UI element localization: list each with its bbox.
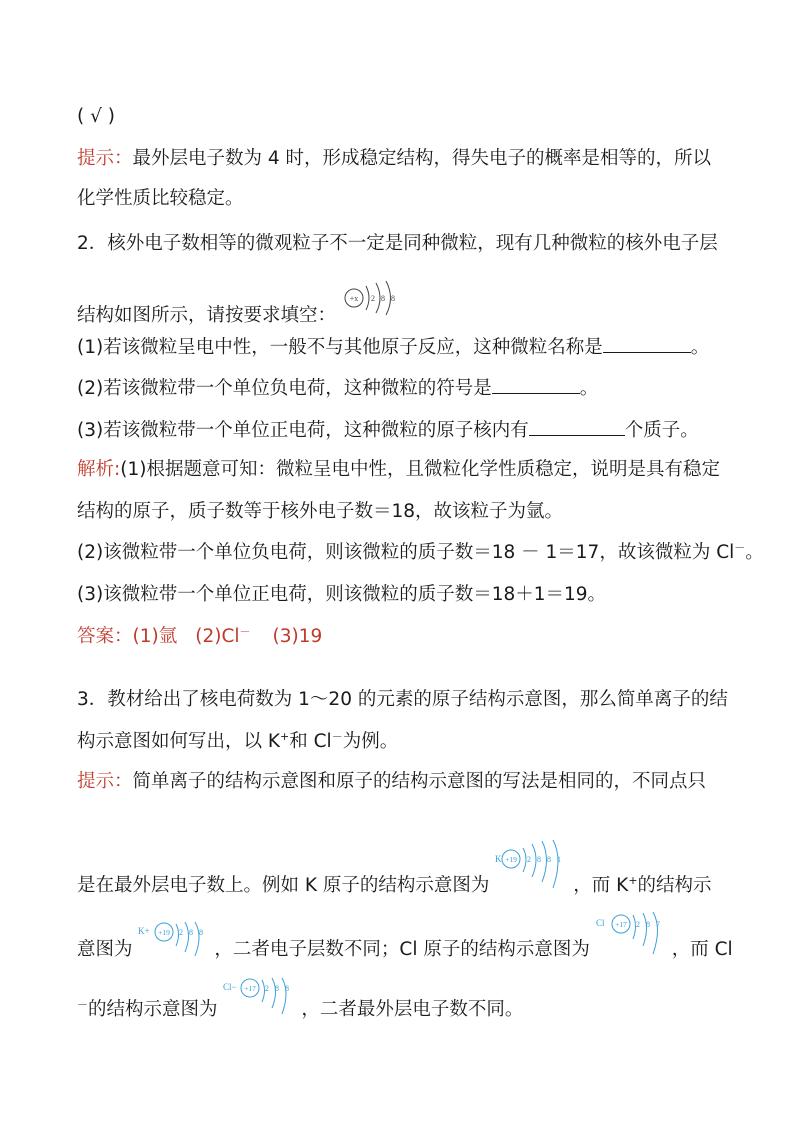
sub-2-text: (2)若该微粒带一个单位负电荷，这种微粒的符号是 — [77, 378, 492, 399]
hint-label: 提示： — [77, 148, 133, 169]
sub-1-text: (1)若该微粒呈电中性，一般不与其他原子反应，这种微粒名称是 — [77, 337, 603, 358]
stem-text: 结构如图所示，请按要求填空： — [77, 305, 337, 326]
svg-text:8: 8 — [645, 920, 650, 929]
svg-text:+19: +19 — [505, 855, 518, 864]
answer-line — [77, 625, 322, 649]
k-plus-sup: + — [628, 874, 638, 887]
hint-3-line-4 — [77, 982, 523, 1022]
hint-3-text-2c: 的结构示 — [637, 875, 712, 896]
hint-text: 最外层电子数为 4 时，形成稳定结构，得失电子的概率是相等的，所以 — [132, 148, 712, 169]
svg-text:8: 8 — [380, 294, 385, 303]
svg-text:2: 2 — [265, 984, 270, 993]
question-3-stem: 3．教材给出了核电荷数为 1～20 的元素的原子结构示意图，那么简单离子的结 — [77, 689, 728, 710]
hint-3-text-4a: 的结构示意图为 — [88, 999, 218, 1020]
answer-1: (1)氩 — [132, 626, 178, 647]
answer-label: 答案： — [77, 626, 133, 647]
analysis-label: 解析: — [77, 459, 121, 480]
hint-3-line-3 — [77, 918, 733, 962]
question-2-stem: 2．核外电子数相等的微观粒子不一定是同种微粒，现有几种微粒的核外电子层 — [77, 233, 718, 254]
answer-blank-2[interactable] — [492, 375, 580, 394]
hint-3-text-2b: ，而 K — [573, 875, 629, 896]
question-2-sub-2 — [77, 375, 598, 401]
hint-3-text-4b: ，二者最外层电子数不同。 — [301, 999, 524, 1020]
svg-text:8: 8 — [390, 294, 395, 303]
svg-text:8: 8 — [547, 855, 552, 864]
answer-3: (3)19 — [272, 626, 323, 647]
hint-3-line-1 — [77, 770, 706, 794]
atom-structure-diagram — [342, 280, 402, 316]
analysis-line-2: 结构的原子，质子数等于核外电子数＝18，故该粒子为氩。 — [77, 501, 564, 522]
svg-text:+17: +17 — [614, 920, 627, 929]
nucleus-charge: +x — [349, 294, 359, 303]
svg-text:+17: +17 — [244, 984, 257, 993]
cl-minus-sup: － — [77, 998, 88, 1011]
svg-text:2: 2 — [635, 920, 640, 929]
analysis-line-4: (3)该微粒带一个单位正电荷，则该微粒的质子数＝18＋1＝19。 — [77, 584, 607, 605]
svg-text:7: 7 — [655, 920, 660, 929]
hint-3-text-3a: 意图为 — [77, 939, 133, 960]
svg-text:Cl−: Cl− — [223, 982, 237, 992]
svg-text:K+: K+ — [138, 926, 150, 936]
hint-3-text-3c: ，而 Cl — [671, 939, 733, 960]
question-2-sub-3 — [77, 417, 699, 443]
hint-3-text-3b: ，二者电子层数不同；Cl 原子的结构示意图为 — [214, 939, 590, 960]
sub-2-end: 。 — [579, 378, 599, 399]
hint-3-text-2a: 是在最外层电子数上。例如 K 原子的结构示意图为 — [77, 875, 490, 896]
svg-text:Cl: Cl — [595, 918, 605, 928]
analysis-3-end: 。 — [745, 542, 764, 563]
hint-3-label: 提示： — [77, 771, 133, 792]
svg-text:8: 8 — [199, 928, 204, 937]
question-3-stem-2 — [77, 730, 398, 754]
hint-3-line-2 — [77, 848, 712, 898]
q3-sup-1: + — [280, 730, 290, 743]
question-2-sub-1 — [77, 334, 709, 360]
k-atom-diagram — [495, 840, 573, 890]
sub-3-text: (3)若该微粒带一个单位正电荷，这种微粒的原子核内有 — [77, 420, 529, 441]
sub-1-end: 。 — [690, 337, 710, 358]
q3-text-b: 和 Cl — [289, 731, 332, 752]
analysis-line-1 — [77, 458, 720, 482]
cl-atom-diagram — [596, 912, 672, 956]
q3-text-c: 为例。 — [342, 731, 399, 752]
svg-text:K: K — [495, 854, 502, 864]
analysis-text: (1)根据题意可知：微粒呈电中性，且微粒化学性质稳定，说明是具有稳定 — [120, 459, 720, 480]
svg-text:1: 1 — [557, 855, 562, 864]
cl-ion-diagram — [223, 978, 301, 1018]
hint-3-text: 简单离子的结构示意图和原子的结构示意图的写法是相同的，不同点只 — [132, 771, 707, 792]
svg-text:2: 2 — [370, 294, 375, 303]
charge-sup: － — [734, 541, 746, 554]
svg-text:+19: +19 — [158, 928, 171, 937]
answer-2-sup: － — [239, 625, 251, 638]
answer-2: (2)Cl — [195, 626, 240, 647]
k-ion-diagram — [138, 922, 214, 958]
analysis-3-text: (2)该微粒带一个单位负电荷，则该微粒的质子数＝18 － 1＝17，故该微粒为 Cl — [77, 542, 735, 563]
hint-1-line-1 — [77, 147, 711, 171]
svg-text:8: 8 — [285, 984, 290, 993]
analysis-line-3 — [77, 541, 764, 565]
q3-text-a: 构示意图如何写出，以 K — [77, 731, 281, 752]
svg-text:8: 8 — [537, 855, 542, 864]
answer-mark: ( √ ) — [77, 106, 115, 127]
answer-blank-3[interactable] — [529, 417, 625, 436]
question-2-stem-2 — [77, 292, 402, 328]
svg-text:8: 8 — [275, 984, 280, 993]
q3-sup-2: － — [331, 730, 343, 743]
svg-text:8: 8 — [189, 928, 194, 937]
svg-text:2: 2 — [527, 855, 532, 864]
sub-3-end: 个质子。 — [624, 420, 699, 441]
hint-1-line-2: 化学性质比较稳定。 — [77, 188, 244, 209]
answer-blank-1[interactable] — [603, 334, 691, 353]
svg-text:2: 2 — [179, 928, 184, 937]
